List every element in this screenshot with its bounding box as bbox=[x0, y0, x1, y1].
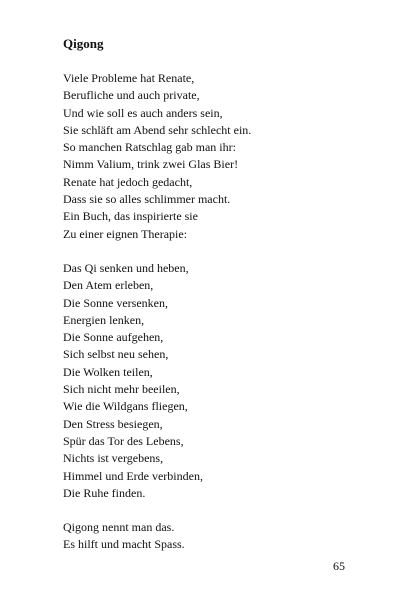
poem-line: Himmel und Erde verbinden, bbox=[63, 468, 203, 483]
poem-line: Renate hat jedoch gedacht, bbox=[63, 174, 193, 189]
poem-line: Die Sonne versenken, bbox=[63, 295, 168, 310]
poem-line: Die Wolken teilen, bbox=[63, 364, 153, 379]
poem-line: Ein Buch, das inspirierte sie bbox=[63, 209, 198, 224]
poem-title: Qigong bbox=[63, 36, 104, 51]
poem-line: Qigong nennt man das. bbox=[63, 520, 175, 535]
poem-line: Nimm Valium, trink zwei Glas Bier! bbox=[63, 157, 239, 172]
page-number: 65 bbox=[333, 559, 345, 573]
poem-line: So manchen Ratschlag gab man ihr: bbox=[63, 140, 236, 155]
poem-body bbox=[63, 70, 363, 571]
poem-line: Wie die Wildgans fliegen, bbox=[63, 399, 188, 414]
poem-line: Dass sie so alles schlimmer macht. bbox=[63, 192, 231, 207]
stanza-3 bbox=[63, 519, 363, 554]
poem-line: Und wie soll es auch anders sein, bbox=[63, 105, 223, 120]
poem-line: Berufliche und auch private, bbox=[63, 88, 200, 103]
poem-line: Das Qi senken und heben, bbox=[63, 260, 189, 275]
stanza-1 bbox=[63, 70, 363, 243]
poem-line: Den Stress besiegen, bbox=[63, 416, 163, 431]
poem-line: Die Ruhe finden. bbox=[63, 485, 146, 500]
poem-line: Den Atem erleben, bbox=[63, 278, 154, 293]
poem-line: Nichts ist vergebens, bbox=[63, 451, 164, 466]
poem-line: Es hilft und macht Spass. bbox=[63, 537, 185, 552]
poem-line: Die Sonne aufgehen, bbox=[63, 330, 164, 345]
poem-line: Sie schläft am Abend sehr schlecht ein. bbox=[63, 122, 252, 137]
poem-line: Spür das Tor des Lebens, bbox=[63, 433, 184, 448]
poem-line: Sich nicht mehr beeilen, bbox=[63, 382, 180, 397]
poem-line: Energien lenken, bbox=[63, 312, 145, 327]
poem-line: Sich selbst neu sehen, bbox=[63, 347, 169, 362]
stanza-2 bbox=[63, 260, 363, 502]
poem-line: Zu einer eignen Therapie: bbox=[63, 226, 188, 241]
poem-line: Viele Probleme hat Renate, bbox=[63, 71, 195, 85]
